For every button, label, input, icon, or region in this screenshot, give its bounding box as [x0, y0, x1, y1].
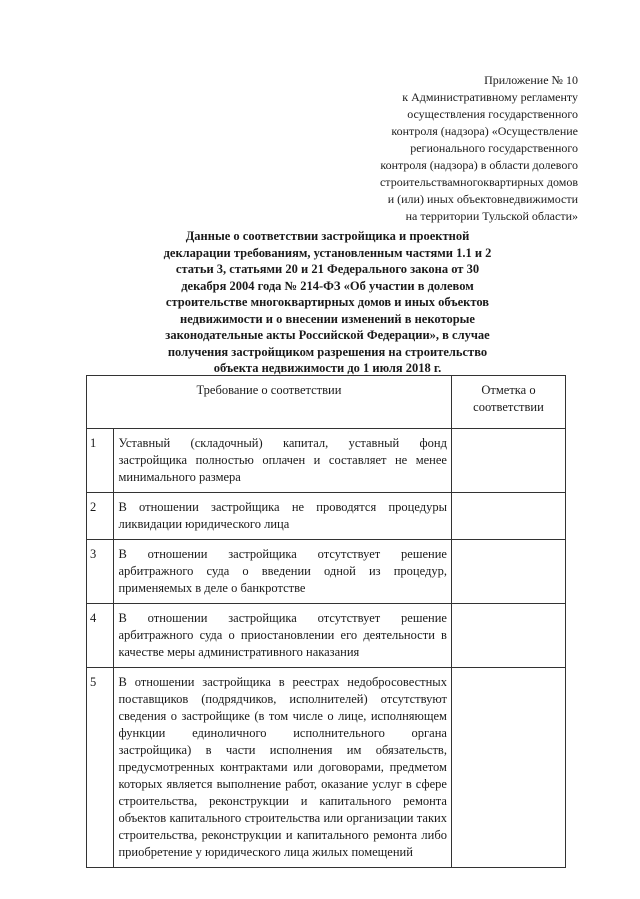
row-requirement-text: Уставный (складочный) капитал, уставный фонд застройщика полностью оплачен и составляет не менее минимального размера	[114, 429, 451, 493]
document-title	[150, 228, 505, 377]
appendix-line: осуществления государственного	[407, 107, 578, 121]
title-line: Данные о соответствии застройщика и проектной	[185, 229, 470, 243]
row-mark-cell[interactable]	[451, 668, 565, 868]
table-row	[87, 604, 566, 668]
title-line: декабря 2004 года № 214-ФЗ «Об участии в долевом	[181, 278, 474, 293]
appendix-line: регионального государственного	[410, 141, 578, 155]
title-line: получения застройщиком разрешения на строительство	[167, 344, 488, 359]
header-requirement: Требование о соответствии	[87, 376, 452, 429]
title-line: объекта недвижимости до 1 июля 2018 г.	[213, 361, 442, 375]
row-number: 3	[87, 540, 114, 604]
table-row	[87, 668, 566, 868]
table-row	[87, 493, 566, 540]
row-number: 4	[87, 604, 114, 668]
title-line: строительстве многоквартирных домов и иных объектов	[165, 295, 490, 309]
appendix-header	[318, 72, 578, 225]
appendix-line: контроля (надзора) «Осуществление	[391, 124, 578, 138]
table-row	[87, 540, 566, 604]
row-number: 1	[87, 429, 114, 493]
appendix-line: на территории Тульской области»	[405, 209, 578, 223]
row-requirement-text: В отношении застройщика не проводятся процедуры ликвидации юридического лица	[114, 493, 451, 540]
row-mark-cell[interactable]	[451, 493, 565, 540]
row-requirement-text: В отношении застройщика отсутствует решение арбитражного суда о приостановлении его деятельности в качестве меры административного наказания	[114, 604, 451, 668]
appendix-line: строительствамногоквартирных домов	[379, 175, 578, 189]
row-mark-cell[interactable]	[451, 429, 565, 493]
title-line: статьи 3, статьями 20 и 21 Федерального закона от 30	[175, 262, 480, 276]
row-requirement-text: В отношении застройщика в реестрах недобросовестных поставщиков (подрядчиков, исполнителей) отсутствуют сведения о застройщике (в том числе о лице, исполняющем функции единоличного исполнительного органа застройщика) в части исполнения им обязательств, предусмотренных контрактами или договорами, предметом которых является выполнение работ, оказание услуг в сфере строительства, реконструкции и капитального ремонта объектов капитального строительства или организации таких строительства, реконструкции и капитального ремонта либо приобретение у юридического лица жилых помещений	[114, 668, 451, 868]
header-mark: Отметка о соответствии	[451, 376, 565, 429]
title-line: законодательные акты Российской Федерации», в случае	[165, 328, 490, 342]
appendix-line: Приложение № 10	[484, 73, 578, 87]
row-mark-cell[interactable]	[451, 604, 565, 668]
appendix-line: контроля (надзора) в области долевого	[380, 158, 578, 172]
title-line: декларации требованиям, установленным частями 1.1 и 2	[163, 245, 492, 260]
row-requirement-text: В отношении застройщика отсутствует решение арбитражного суда о введении одной из процедур, применяемых в деле о банкротстве	[114, 540, 451, 604]
row-mark-cell[interactable]	[451, 540, 565, 604]
title-line: недвижимости и о внесении изменений в некоторые	[180, 311, 475, 326]
row-number: 2	[87, 493, 114, 540]
row-number: 5	[87, 668, 114, 868]
table-row	[87, 429, 566, 493]
table-header-row	[87, 376, 566, 429]
appendix-line: и (или) иных объектовнедвижимости	[387, 192, 578, 206]
appendix-line: к Административному регламенту	[402, 90, 578, 104]
requirements-table	[86, 375, 566, 868]
